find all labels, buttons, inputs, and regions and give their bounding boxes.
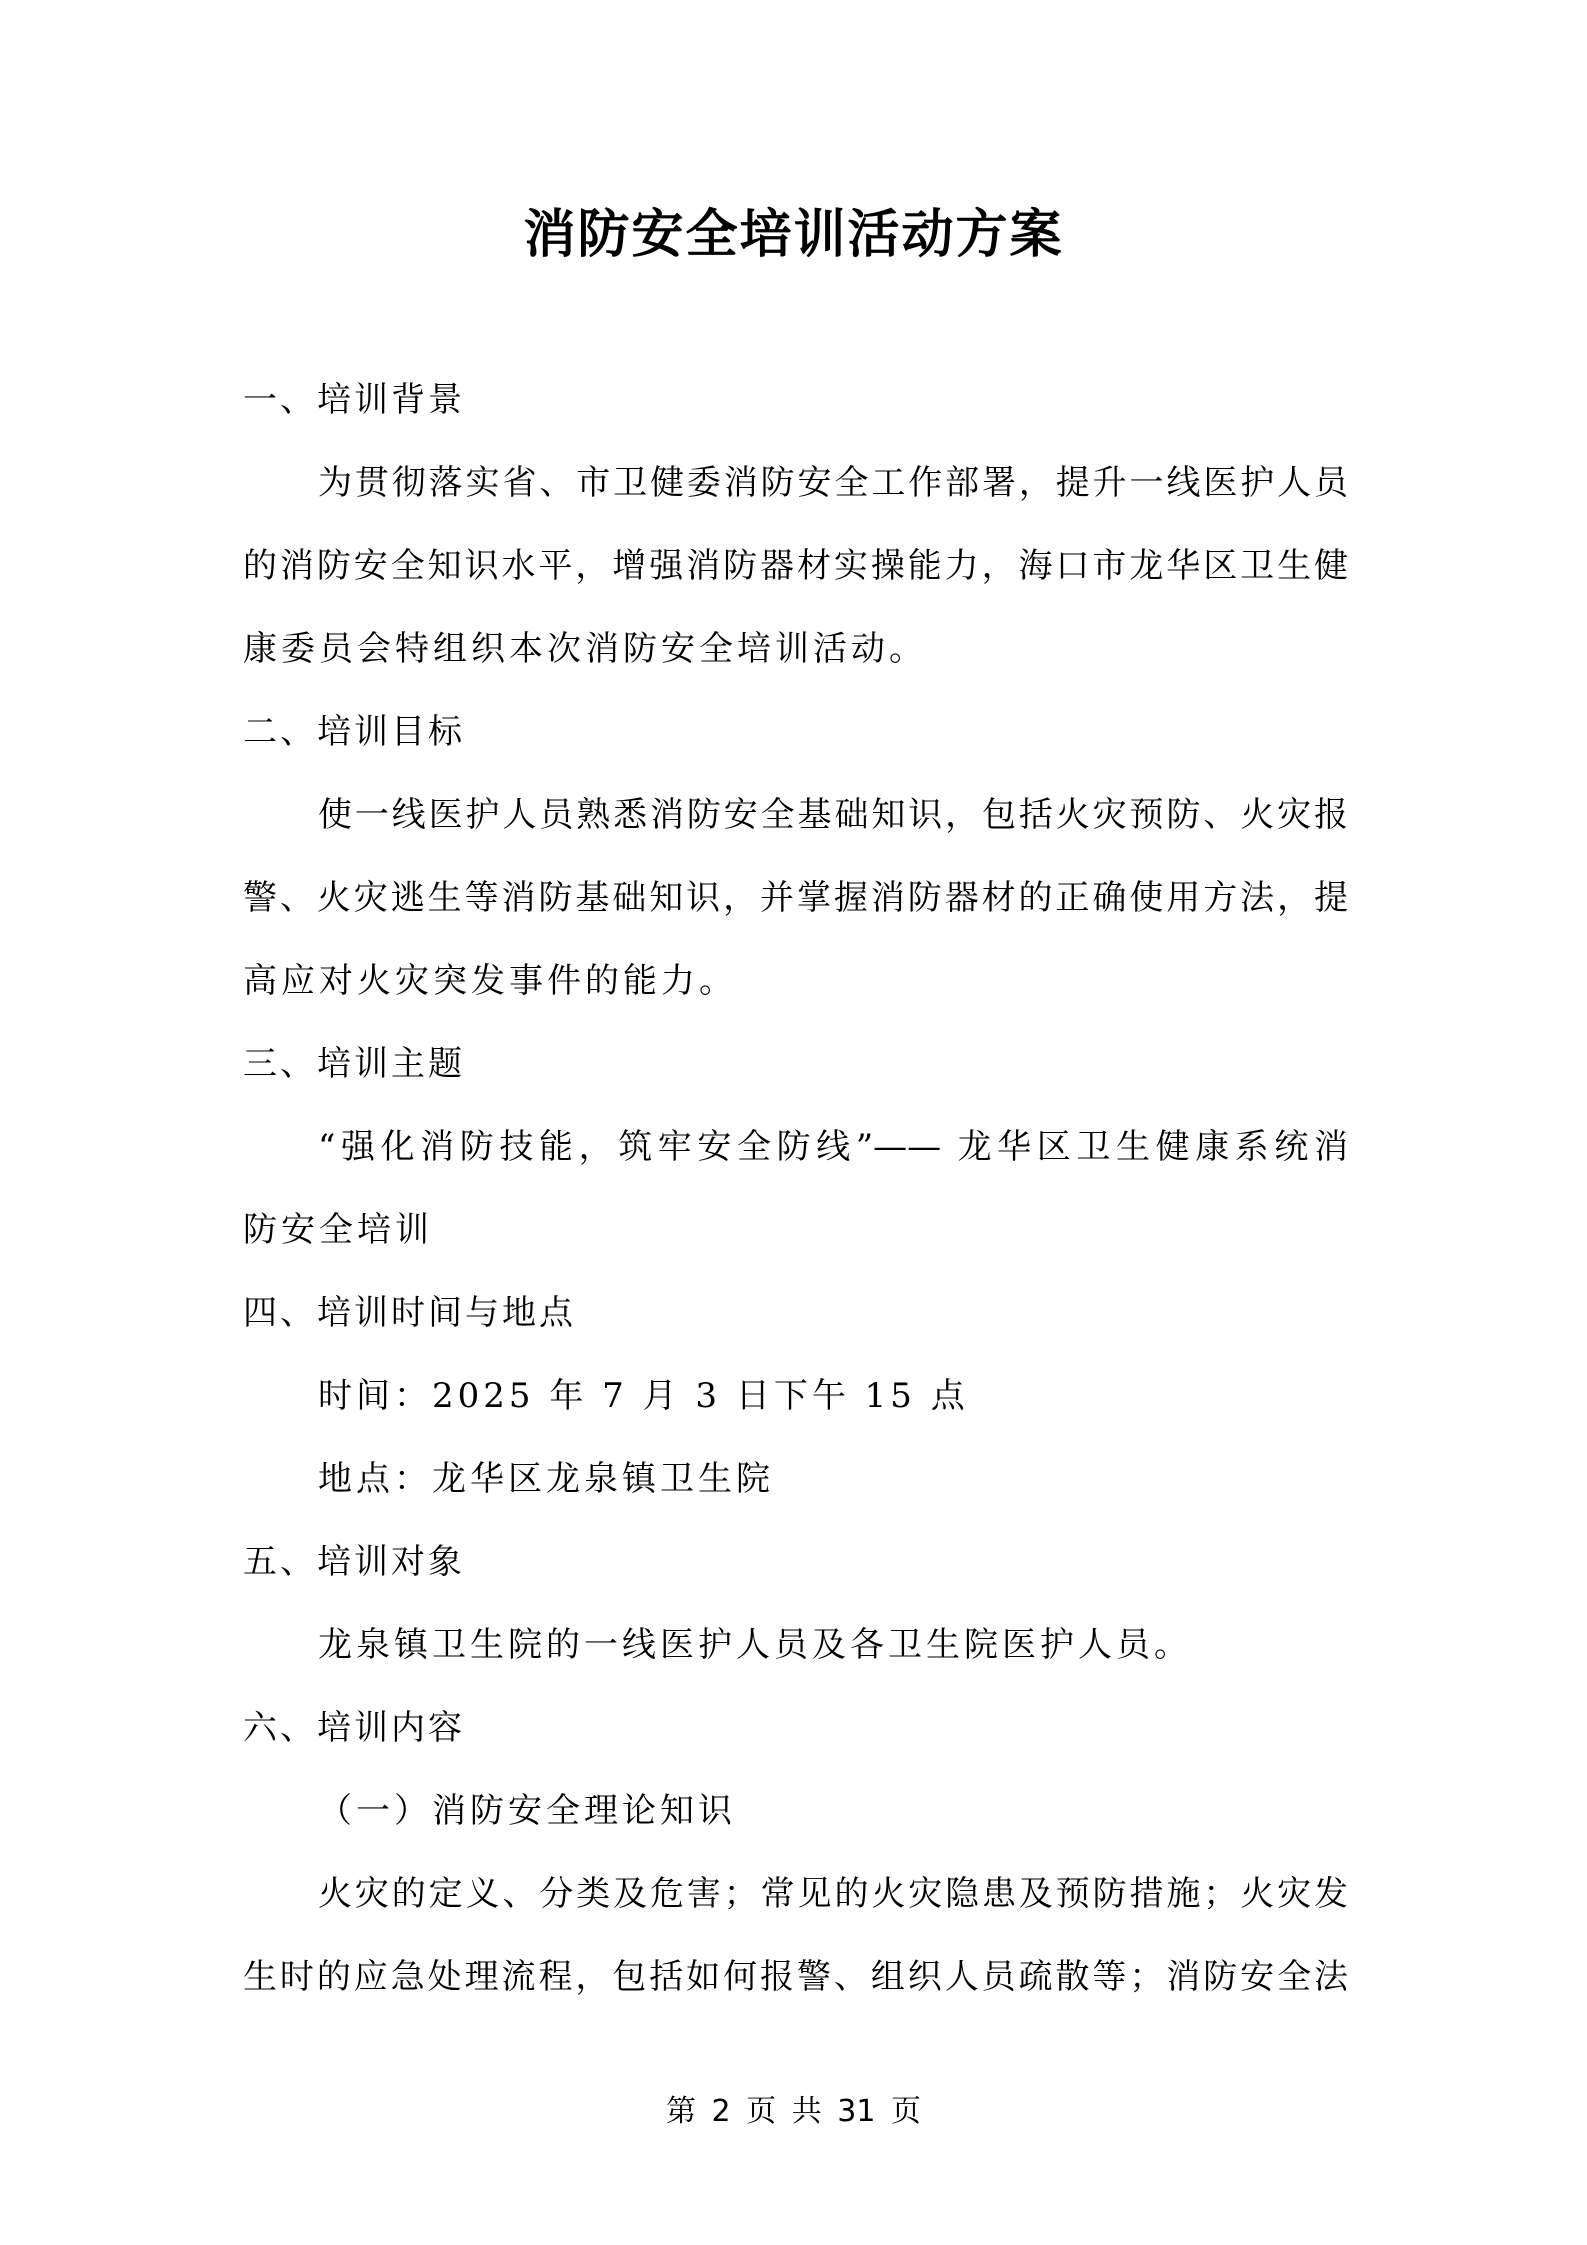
subsection-heading: （一）消防安全理论知识 xyxy=(318,1791,736,1831)
paragraph-line: 火灾的定义、分类及危害；常见的火灾隐患及预防措施；火灾发 xyxy=(318,1874,1348,1914)
section-heading-background: 一、培训背景 xyxy=(243,380,465,420)
section-heading-time-place: 四、培训时间与地点 xyxy=(243,1293,576,1333)
paragraph-line: 龙泉镇卫生院的一线医护人员及各卫生院医护人员。 xyxy=(318,1625,1192,1665)
section-heading-content: 六、培训内容 xyxy=(243,1708,465,1748)
time-line: 时间：2025 年 7 月 3 日下午 15 点 xyxy=(318,1376,969,1416)
paragraph-line: 防安全培训 xyxy=(243,1210,433,1250)
section-heading-audience: 五、培训对象 xyxy=(243,1542,465,1582)
paragraph-line: 生时的应急处理流程，包括如何报警、组织人员疏散等；消防安全法 xyxy=(243,1957,1348,1997)
section-heading-theme: 三、培训主题 xyxy=(243,1044,465,1084)
paragraph-line: 为贯彻落实省、市卫健委消防安全工作部署，提升一线医护人员 xyxy=(318,463,1348,503)
paragraph-line: 的消防安全知识水平，增强消防器材实操能力，海口市龙华区卫生健 xyxy=(243,546,1348,586)
paragraph-line: 使一线医护人员熟悉消防安全基础知识，包括火灾预防、火灾报 xyxy=(318,795,1348,835)
paragraph-line: 高应对火灾突发事件的能力。 xyxy=(243,961,737,1001)
document-title: 消防安全培训活动方案 xyxy=(523,205,1064,265)
paragraph-line: “强化消防技能，筑牢安全防线”—— 龙华区卫生健康系统消 xyxy=(318,1127,1348,1167)
page-number-footer: 第 2 页 共 31 页 xyxy=(666,2094,921,2129)
location-line: 地点：龙华区龙泉镇卫生院 xyxy=(318,1459,774,1499)
paragraph-line: 警、火灾逃生等消防基础知识，并掌握消防器材的正确使用方法，提 xyxy=(243,878,1348,918)
section-heading-goals: 二、培训目标 xyxy=(243,712,465,752)
paragraph-line: 康委员会特组织本次消防安全培训活动。 xyxy=(243,629,927,669)
